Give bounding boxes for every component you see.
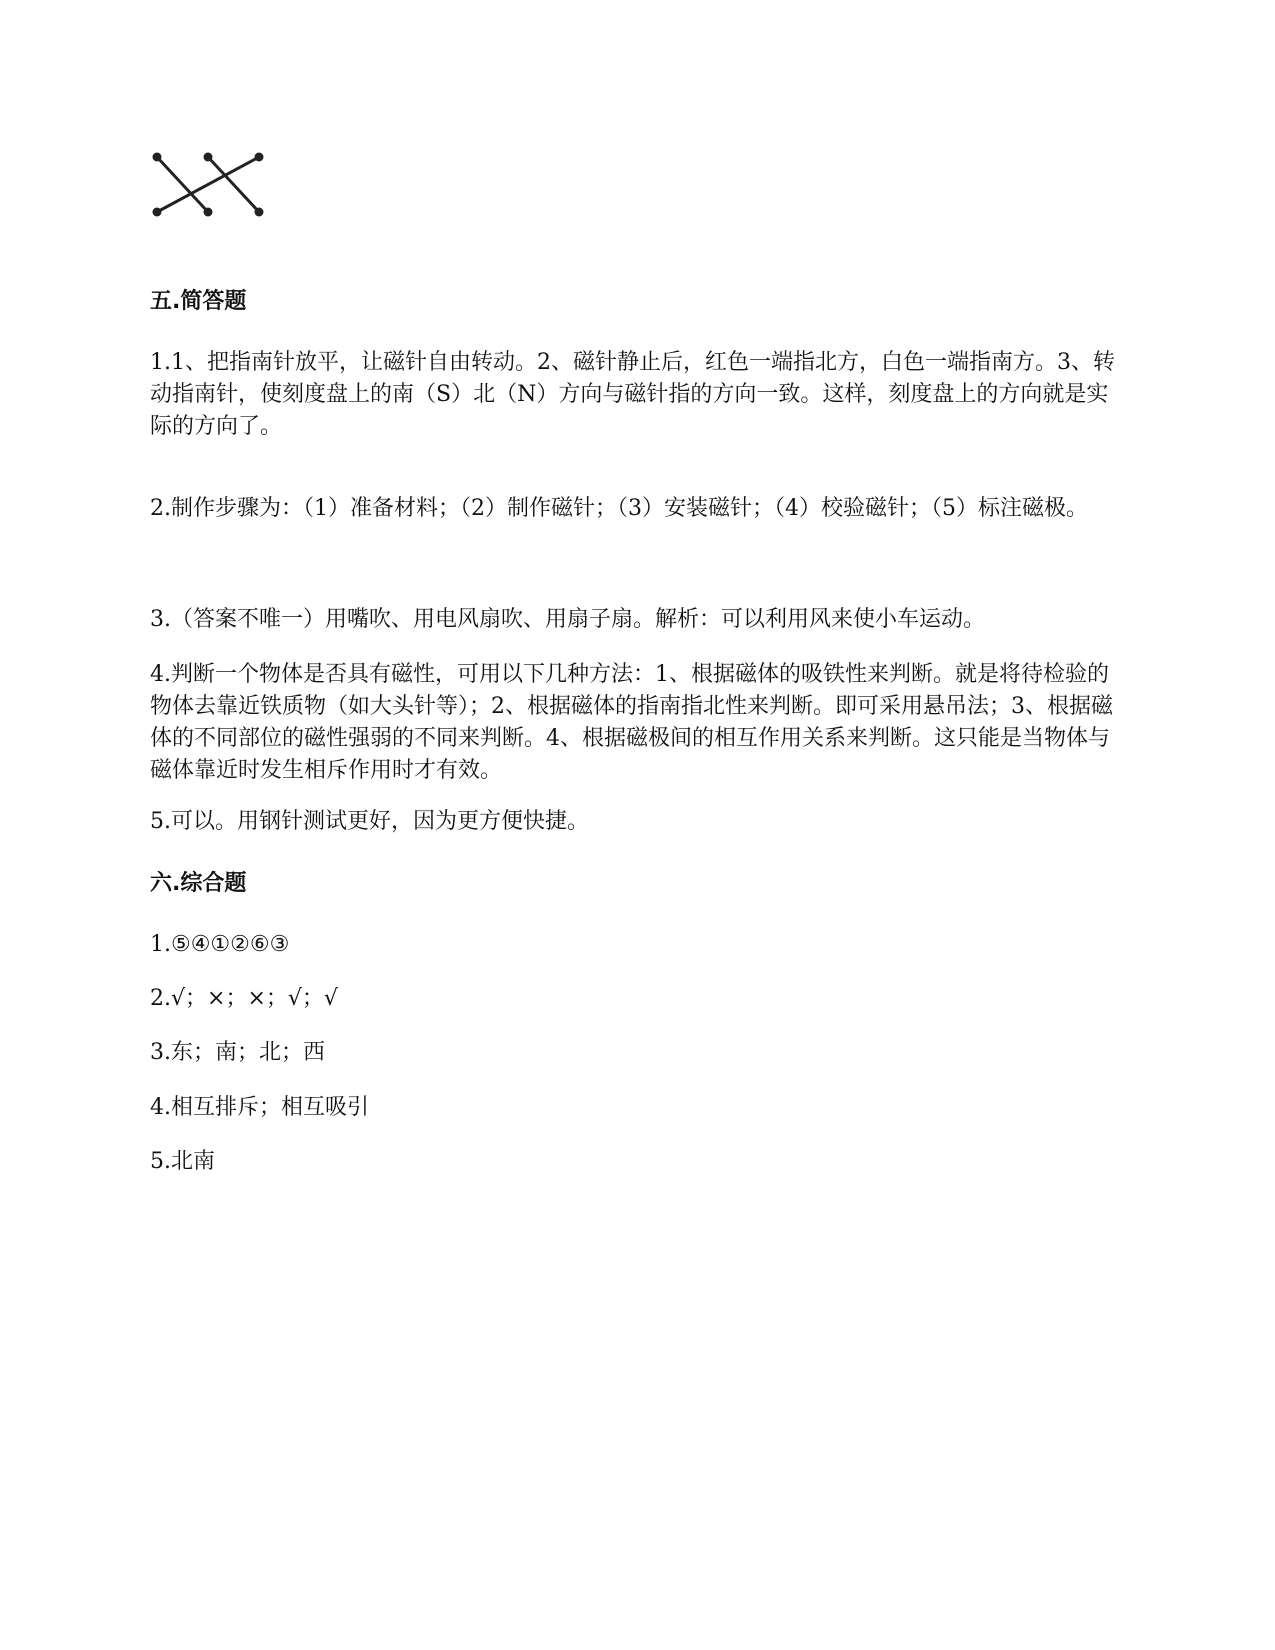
dot-top-left xyxy=(153,153,162,162)
section-6-heading: 六.综合题 xyxy=(150,871,247,896)
answer-5-4: 4.判断一个物体是否具有磁性，可用以下几种方法：1、根据磁体的吸铁性来判断。就是将待检验的物体去靠近铁质物（如大头针等）；2、根据磁体的指南指北性来判断。即可采用悬吊法；3、根据磁体的不同部位的磁性强弱的不同来判断。4、根据磁极间的相互作用关系来判断。这只能是当物体与磁体靠近时发生相斥作用时才有效。 xyxy=(150,662,1113,783)
answer-5-3: 3.（答案不唯一）用嘴吹、用电风扇吹、用扇子扇。解析：可以利用风来使小车运动。 xyxy=(150,607,985,632)
dot-bottom-right xyxy=(255,208,264,217)
line-b xyxy=(208,157,259,212)
dot-bottom-middle xyxy=(204,208,213,217)
dot-top-middle xyxy=(204,153,213,162)
answer-6-5: 5.北南 xyxy=(150,1149,215,1174)
section-5-heading: 五.简答题 xyxy=(150,289,247,314)
answer-6-2: 2.√；×；×；√；√ xyxy=(150,986,338,1011)
crossed-lines-figure xyxy=(150,150,275,230)
answer-5-1: 1.1、把指南针放平，让磁针自由转动。2、磁针静止后，红色一端指北方，白色一端指南方。3、转动指南针，使刻度盘上的南（S）北（N）方向与磁针指的方向一致。这样，刻度盘上的方向就是实际的方向了。 xyxy=(150,350,1115,439)
dot-top-right xyxy=(255,153,264,162)
answer-6-1: 1.⑤④①②⑥③ xyxy=(150,932,290,957)
answer-6-3: 3.东；南；北；西 xyxy=(150,1040,325,1065)
line-a xyxy=(157,157,208,212)
answer-5-2: 2.制作步骤为：（1）准备材料；（2）制作磁针；（3）安装磁针；（4）校验磁针；（5）标注磁极。 xyxy=(150,496,1088,521)
answer-5-5: 5.可以。用钢针测试更好，因为更方便快捷。 xyxy=(150,809,589,834)
line-c xyxy=(157,157,259,212)
dot-bottom-left xyxy=(153,208,162,217)
answer-6-4: 4.相互排斥；相互吸引 xyxy=(150,1095,369,1120)
